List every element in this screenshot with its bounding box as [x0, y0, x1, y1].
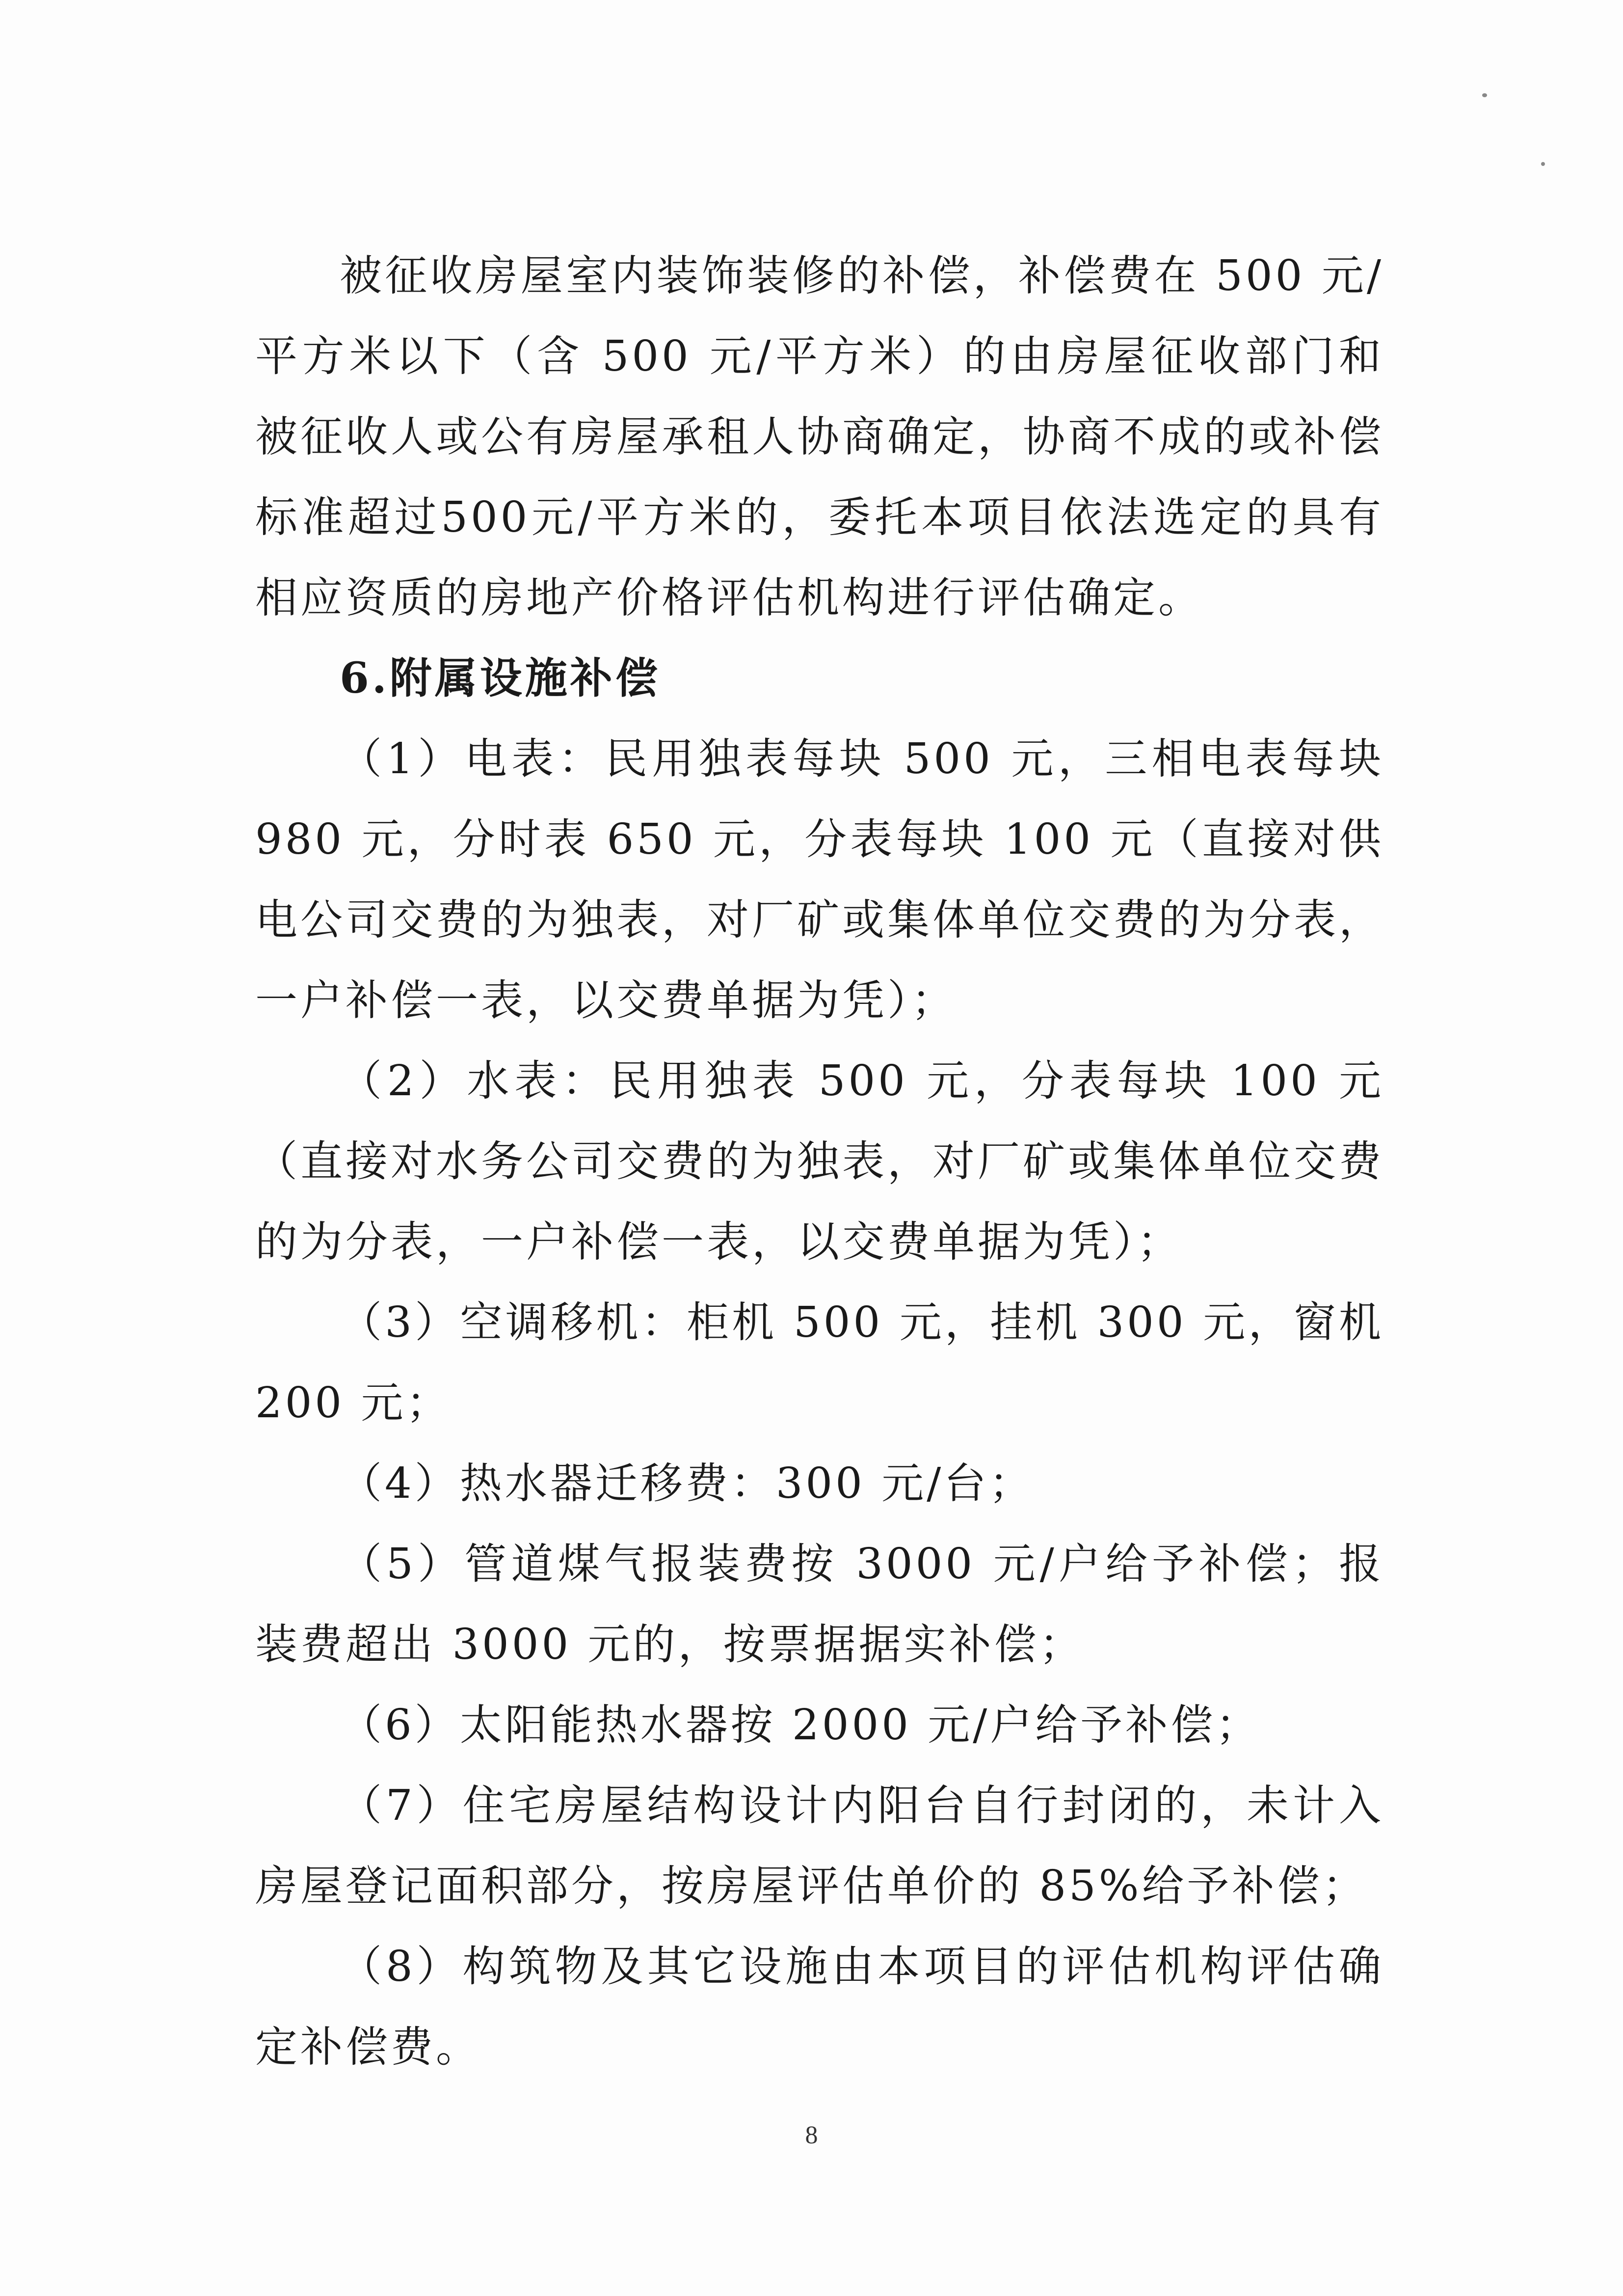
item-gas-installation: （5）管道煤气报装费按 3000 元/户给予补偿；报装费超出 3000 元的，按票据据实补偿； — [255, 1540, 1384, 1669]
item-electric-meter: （1）电表：民用独表每块 500 元，三相电表每块 980 元，分时表 650 元，分表每块 100 元（直接对供电公司交费的为独表，对厂矿或集体单位交费的为分表，一户补偿一表，以交费单据为凭）； — [255, 734, 1384, 1025]
paragraph-decoration-compensation: 被征收房屋室内装饰装修的补偿，补偿费在 500 元/平方米以下（含 500 元/平方米）的由房屋征收部门和被征收人或公有房屋承租人协商确定，协商不成的或补偿标准超过500元/平方米的，委托本项目依法选定的具有相应资质的房地产价格评估机构进行评估确定。 — [255, 251, 1384, 622]
section-heading-ancillary-facilities: 6.附属设施补偿 — [340, 653, 661, 703]
item-water-meter: （2）水表：民用独表 500 元，分表每块 100 元（直接对水务公司交费的为独表，对厂矿或集体单位交费的为分表，一户补偿一表，以交费单据为凭）； — [255, 1056, 1384, 1267]
scan-speck — [1541, 162, 1545, 166]
item-solar-heater: （6）太阳能热水器按 2000 元/户给予补偿； — [340, 1701, 1261, 1750]
page-number: 8 — [805, 2121, 818, 2149]
scan-speck — [1482, 93, 1487, 97]
item-water-heater: （4）热水器迁移费：300 元/台； — [340, 1459, 1035, 1508]
item-balcony-enclosure: （7）住宅房屋结构设计内阳台自行封闭的，未计入房屋登记面积部分，按房屋评估单价的 85%给予补偿； — [255, 1781, 1384, 1911]
item-air-conditioner: （3）空调移机：柜机 500 元，挂机 300 元，窗机 200 元； — [255, 1298, 1384, 1428]
item-structures: （8）构筑物及其它设施由本项目的评估机构评估确定补偿费。 — [255, 1942, 1384, 2072]
document-body — [255, 236, 1384, 2087]
